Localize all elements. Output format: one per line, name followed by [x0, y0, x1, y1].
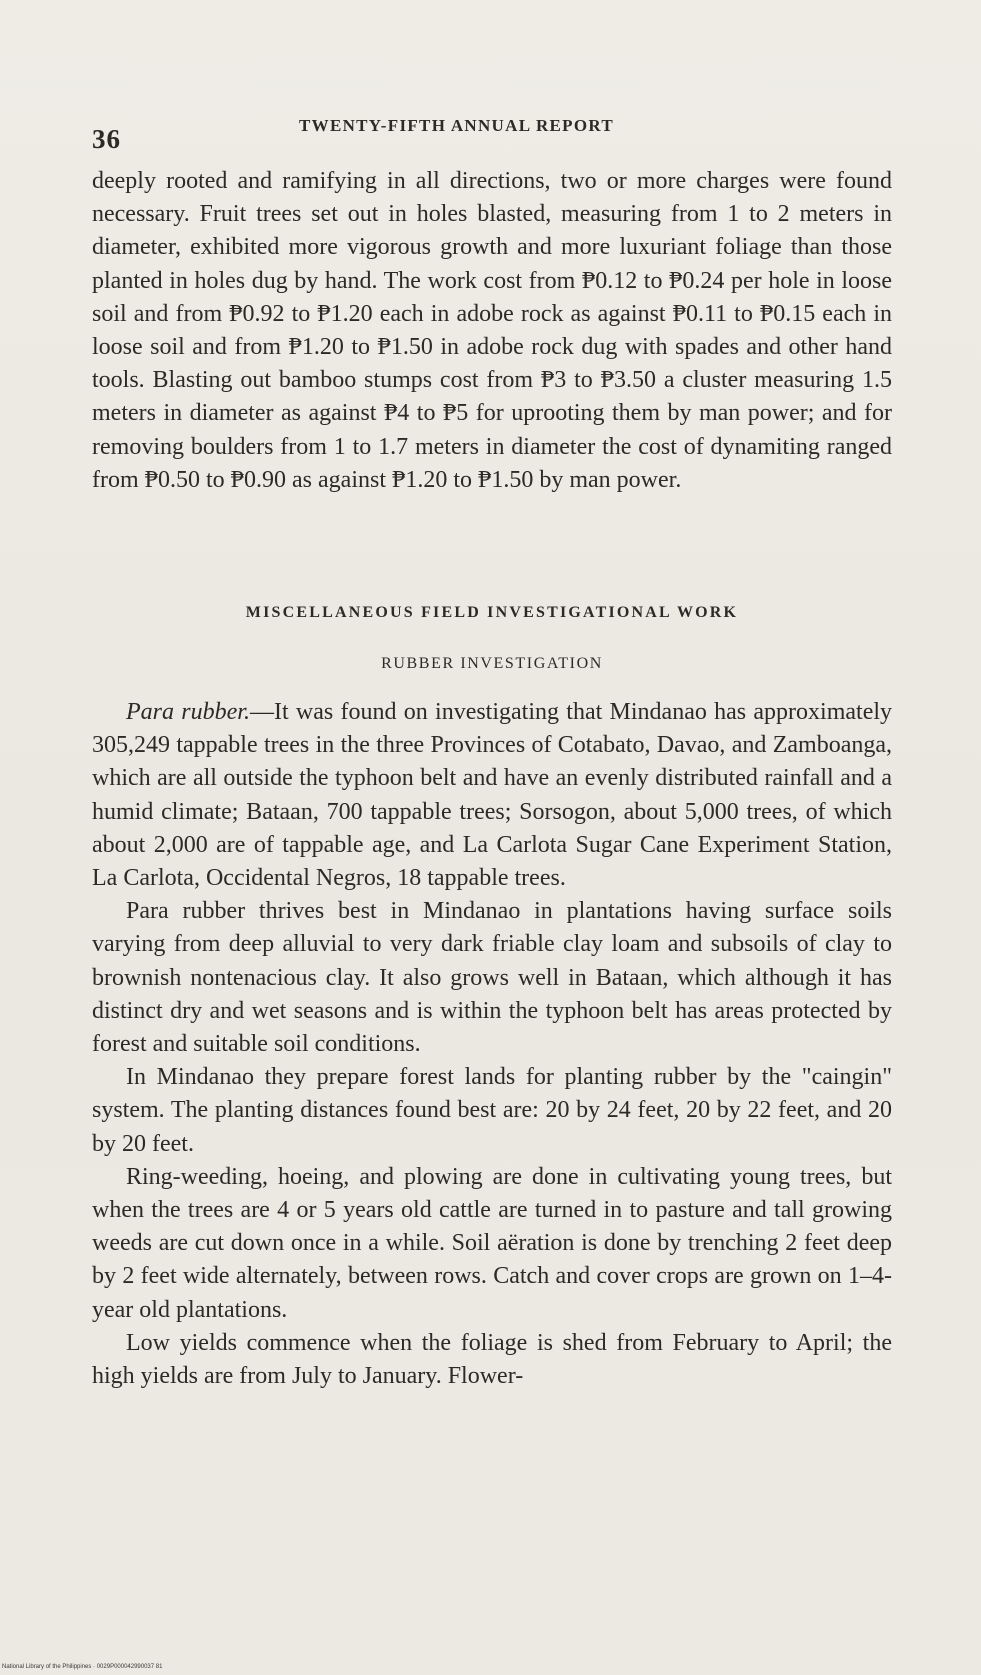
paragraph-text: —It was found on investigating that Mindanao has approximately 305,249 tappable trees in the three Provinces of Cotabato, Davao, and Zamboanga, which are all outside the typhoon belt and have an evenly distributed rainfall and a humid climate; Bataan, 700 tappable trees; Sorsogon, about 5,000 trees, of which about 2,000 are of tappable age, and La Carlota Sugar Cane Experiment Station, La Carlota, Occidental Negros, 18 tappable trees.: [92, 699, 893, 892]
section-heading: MISCELLANEOUS FIELD INVESTIGATIONAL WORK: [245, 604, 739, 621]
scan-footer-note: National Library of the Philippines · 0029P000042990037 81: [2, 1664, 163, 1670]
running-head: TWENTY-FIFTH ANNUAL REPORT: [299, 116, 615, 135]
paragraph: deeply rooted and ramifying in all directions, two or more charges were found necessary. Fruit trees set out in holes blasted, measuring from 1 to 2 meters in diameter, exhibited more vigorous growth and more luxuriant foliage than those planted in holes dug by hand. The work cost from ₱0.12 to ₱0.24 per hole in loose soil and from ₱0.92 to ₱1.20 each in adobe rock as against ₱0.11 to ₱0.15 each in loose soil and from ₱1.20 to ₱1.50 in adobe rock dug with spades and other hand tools. Blasting out bamboo stumps cost from ₱3 to ₱3.50 a cluster measuring 1.5 meters in diameter as against ₱4 to ₱5 for uprooting them by man power; and for removing boulders from 1 to 1.7 meters in diameter the cost of dynamiting ranged from ₱0.50 to ₱0.90 as against ₱1.20 to ₱1.50 by man power.: [92, 168, 892, 493]
paragraph-para-rubber: [92, 696, 892, 895]
lead-in: Para rubber.: [126, 699, 250, 725]
page-number: 36: [92, 124, 121, 154]
subsection-heading: RUBBER INVESTIGATION: [381, 655, 603, 672]
paragraph: Para rubber thrives best in Mindanao in plantations having surface soils varying from deep alluvial to very dark friable clay loam and subsoils of clay to brownish nontenacious clay. It also grows well in Bataan, which although it has distinct dry and wet seasons and is within the typhoon belt has areas protected by forest and suitable soil conditions.: [92, 898, 892, 1058]
paragraph: Ring-weeding, hoeing, and plowing are done in cultivating young trees, but when the trees are 4 or 5 years old cattle are turned in to pasture and tall growing weeds are cut down once in a while. Soil aëration is done by trenching 2 feet deep by 2 feet wide alternately, between rows. Catch and cover crops are grown on 1–4-year old plantations.: [92, 1163, 892, 1323]
paragraph: In Mindanao they prepare forest lands for planting rubber by the "caingin" system. The planting distances found best are: 20 by 24 feet, 20 by 22 feet, and 20 by 20 feet.: [92, 1064, 892, 1157]
paragraph: Low yields commence when the foliage is shed from February to April; the high yields are from July to January. Flower-: [92, 1329, 892, 1390]
body-text-bottom: [92, 696, 892, 1393]
page-header: [92, 108, 892, 154]
body-text-top: [92, 165, 892, 497]
